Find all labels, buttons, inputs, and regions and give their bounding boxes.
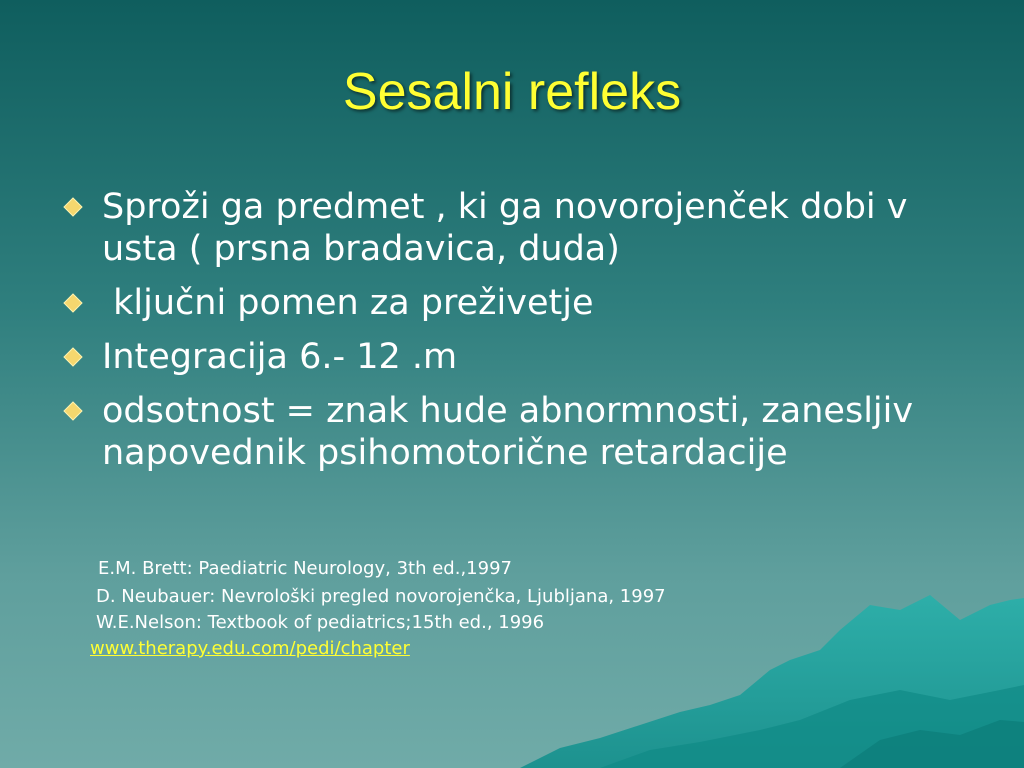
reference-item: E.M. Brett: Paediatric Neurology, 3th ed.,1997 [98, 558, 512, 579]
bullet-item [62, 282, 942, 324]
bullet-text: Integracija 6.- 12 .m [102, 337, 458, 377]
bullet-list [62, 186, 942, 486]
bullet-text: Sproži ga predmet , ki ga novorojenček dobi v usta ( prsna bradavica, duda) [102, 187, 908, 269]
diamond-bullet-icon [62, 186, 102, 228]
bullet-text: odsotnost = znak hude abnormnosti, zanesljiv napovednik psihomotorične retardacije [102, 391, 914, 473]
reference-item: D. Neubauer: Nevrološki pregled novorojenčka, Ljubljana, 1997 [96, 586, 666, 607]
reference-link[interactable]: www.therapy.edu.com/pedi/chapter [90, 638, 410, 659]
slide-title: Sesalni refleks [342, 63, 682, 121]
bullet-item [62, 186, 942, 270]
diamond-bullet-icon [62, 390, 102, 432]
reference-item: W.E.Nelson: Textbook of pediatrics;15th ed., 1996 [96, 612, 545, 633]
bullet-text: ključni pomen za preživetje [102, 283, 594, 323]
diamond-bullet-icon [62, 336, 102, 378]
bullet-item [62, 390, 942, 474]
bullet-item [62, 336, 942, 378]
diamond-bullet-icon [62, 282, 102, 324]
